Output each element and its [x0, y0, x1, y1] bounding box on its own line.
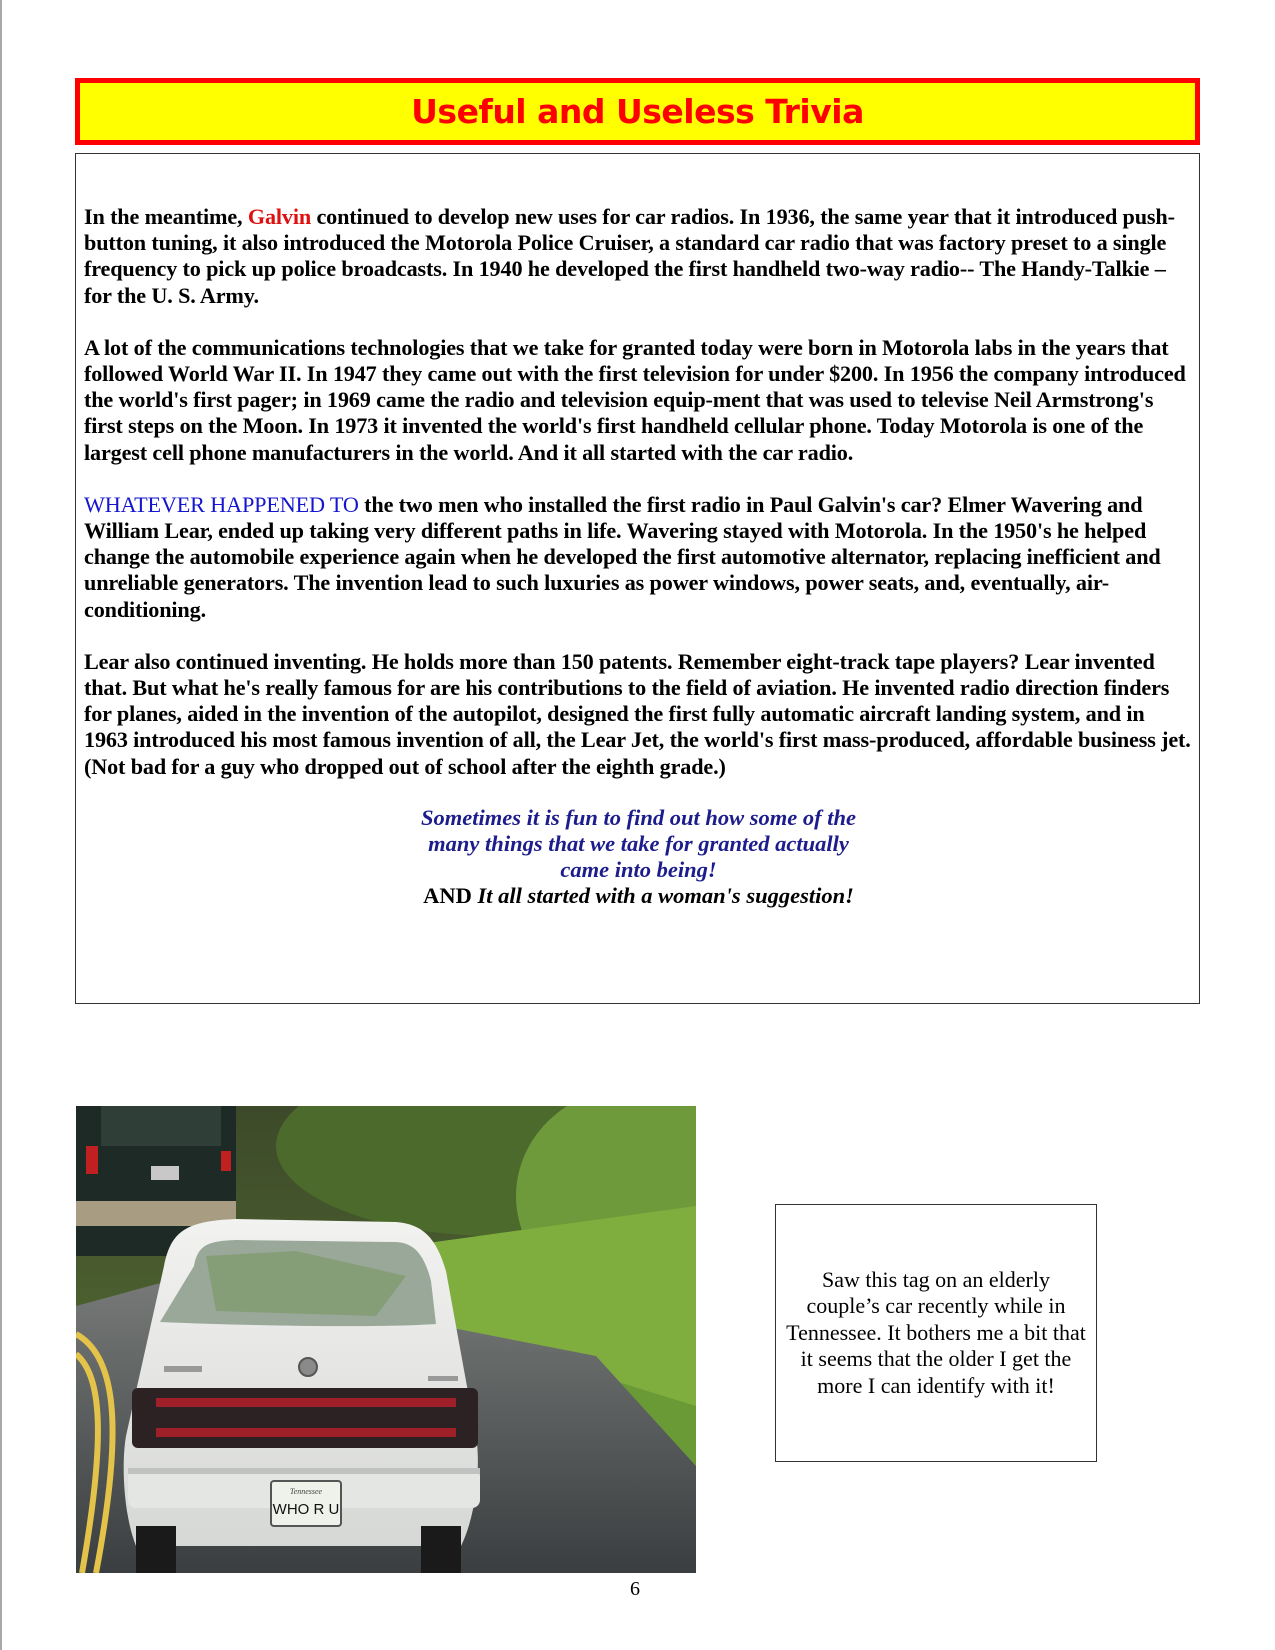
plate-state-text: Tennessee — [289, 1487, 323, 1496]
article-paragraph — [84, 492, 1193, 623]
quote-final-line — [84, 883, 1193, 909]
car-license-plate-photo — [76, 1106, 696, 1573]
plate-text: WHO R U — [272, 1501, 340, 1518]
page-edge-line — [0, 0, 2, 1650]
quote-final-italic: It all started with a woman's suggestion! — [477, 883, 854, 909]
photo-caption: Saw this tag on an elderly couple’s car recently while in Tennessee. It bothers me a bit that it seems that the older I get the more I can identify with it! — [786, 1266, 1086, 1398]
quote-line: many things that we take for granted actually — [428, 831, 849, 857]
article-box — [75, 153, 1200, 1004]
article-paragraph — [84, 649, 1193, 780]
paragraph-text: continued to develop new uses for car radios. In 1936, the same year that it introduced push-button tuning, it also introduced the Motorola Police Cruiser, a standard car radio that was factory preset to a single frequency to pick up police broadcasts. In 1940 he developed the first handheld two-way radio-- The Handy-Talkie – for the U. S. Army. — [84, 204, 1175, 308]
page-number: 6 — [630, 1578, 640, 1600]
quote-and: AND — [423, 883, 478, 909]
paragraph-text: the two men who installed the first radio in Paul Galvin's car? Elmer Wavering and William Lear, ended up taking very different paths in life. Wavering stayed with Motorola. In the 1950's he helped change the automobile experience again when he developed the first automotive alternator, replacing inefficient and unreliable generators. The invention lead to such luxuries as power windows, power seats, and, eventually, air-conditioning. — [84, 491, 1161, 622]
quote-line: came into being! — [560, 857, 717, 883]
article-paragraph — [84, 204, 1193, 309]
whatever-happened-to-heading: WHATEVER HAPPENED TO — [84, 491, 359, 517]
highlight-galvin: Galvin — [247, 204, 312, 229]
paragraph-text: Lear also continued inventing. He holds more than 150 patents. Remember eight-track tape players? Lear invented that. But what he's really famous for are his contributions to the field of aviation. He invented radio direction finders for planes, aided in the invention of the autopilot, designed the first fully automatic aircraft landing system, and in 1963 introduced his most famous invention of all, the Lear Jet, the world's first mass-produced, affordable business jet. (Not bad for a guy who dropped out of school after the eighth grade.) — [84, 648, 1191, 779]
paragraph-text: A lot of the communications technologies that we take for granted today were born in Motorola labs in the years that followed World War II. In 1947 they came out with the first television for under $200. In 1956 the company introduced the world's first pager; in 1969 came the radio and television equip-ment that was used to televise Neil Armstrong's first steps on the Moon. In 1973 it invented the world's first handheld cellular phone. Today Motorola is one of the largest cell phone manufacturers in the world. And it all started with the car radio. — [84, 334, 1186, 465]
quote-line: Sometimes it is fun to find out how some of the — [420, 804, 857, 830]
photo-illustration — [76, 1106, 696, 1573]
page-title: Useful and Useless Trivia — [411, 92, 864, 131]
photo-caption-box — [775, 1204, 1097, 1462]
paragraph-text: In the meantime, — [84, 204, 248, 229]
article-paragraph — [84, 335, 1193, 466]
title-banner — [75, 78, 1200, 145]
closing-quote — [84, 805, 1193, 910]
